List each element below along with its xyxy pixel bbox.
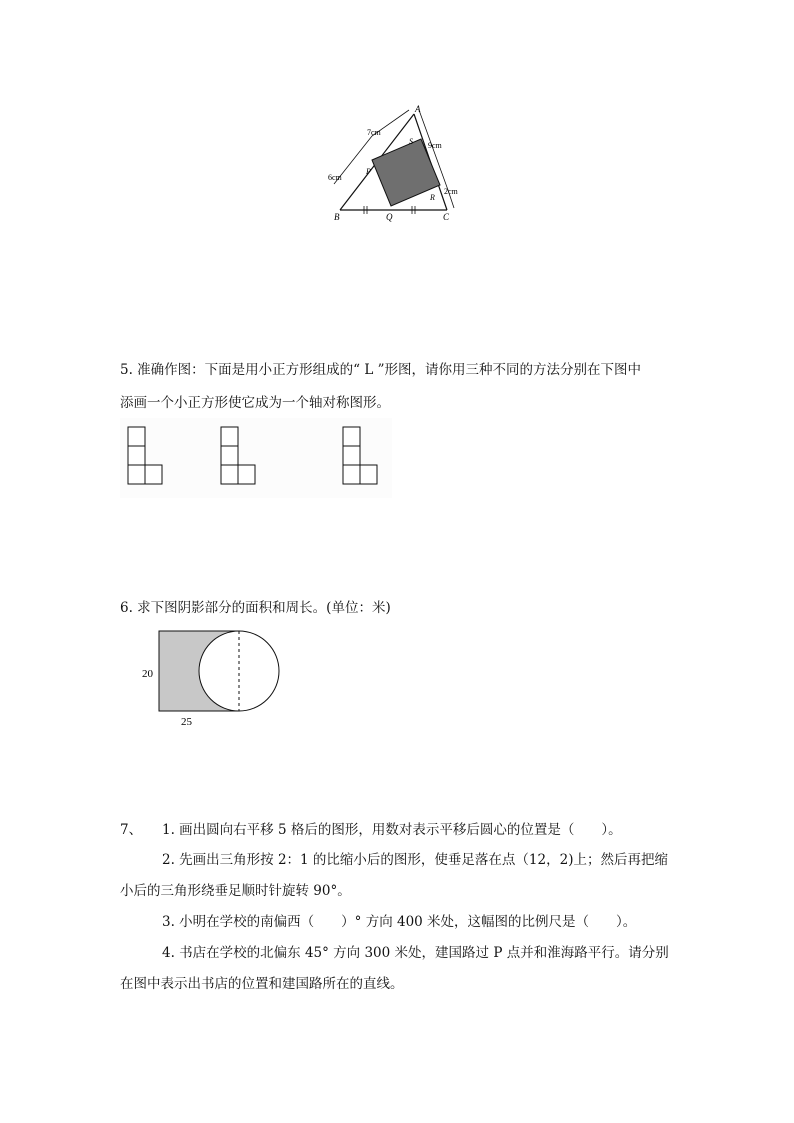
q5-text-line2: 添画一个小正方形使它成为一个轴对称图形。 [120, 395, 390, 411]
length-7cm: 7cm [367, 128, 381, 137]
label-s: S [409, 137, 413, 146]
triangle-square-figure [320, 100, 480, 225]
q7-item2-line2: 小后的三角形绕垂足顺时针旋转 90°。 [120, 883, 351, 899]
q7-item1: 1. 画出圆向右平移 5 格后的图形，用数对表示平移后圆心的位置是（ ）。 [162, 822, 622, 838]
q7-item1-row [120, 820, 690, 840]
label-q: Q [386, 212, 393, 222]
q7-item4-line2: 在图中表示出书店的位置和建国路所在的直线。 [120, 976, 404, 992]
q7-item3: 3. 小明在学校的南偏西（ ）° 方向 400 米处，这幅图的比例尺是（ ）。 [162, 914, 637, 930]
rect-circle-figure [138, 625, 288, 737]
l-shapes-figure [120, 418, 392, 498]
q7-number: 7、 [120, 822, 143, 838]
q7-item2-line1: 2. 先画出三角形按 2：1 的比缩小后的图形，使垂足落在点（12，2)上；然后再把缩 [162, 852, 668, 868]
label-p: P [366, 167, 371, 176]
label-c: C [443, 212, 450, 222]
length-9cm: 9cm [428, 141, 442, 150]
length-6cm: 6cm [328, 173, 342, 182]
q5-text-line1: 5. 准确作图：下面是用小正方形组成的“ L ”形图，请你用三种不同的方法分别在下图中 [120, 362, 642, 378]
q6-text-line1: 6. 求下图阴影部分的面积和周长。(单位：米) [120, 600, 391, 616]
height-label: 20 [142, 668, 153, 680]
label-r: R [430, 193, 435, 202]
width-label: 25 [181, 716, 192, 728]
label-a: A [415, 104, 421, 114]
label-b: B [334, 212, 340, 222]
q7-item4-line1: 4. 书店在学校的北偏东 45° 方向 300 米处，建国路过 P 点并和淮海路平行。请分别 [162, 945, 669, 961]
length-2cm: 2cm [444, 187, 458, 196]
